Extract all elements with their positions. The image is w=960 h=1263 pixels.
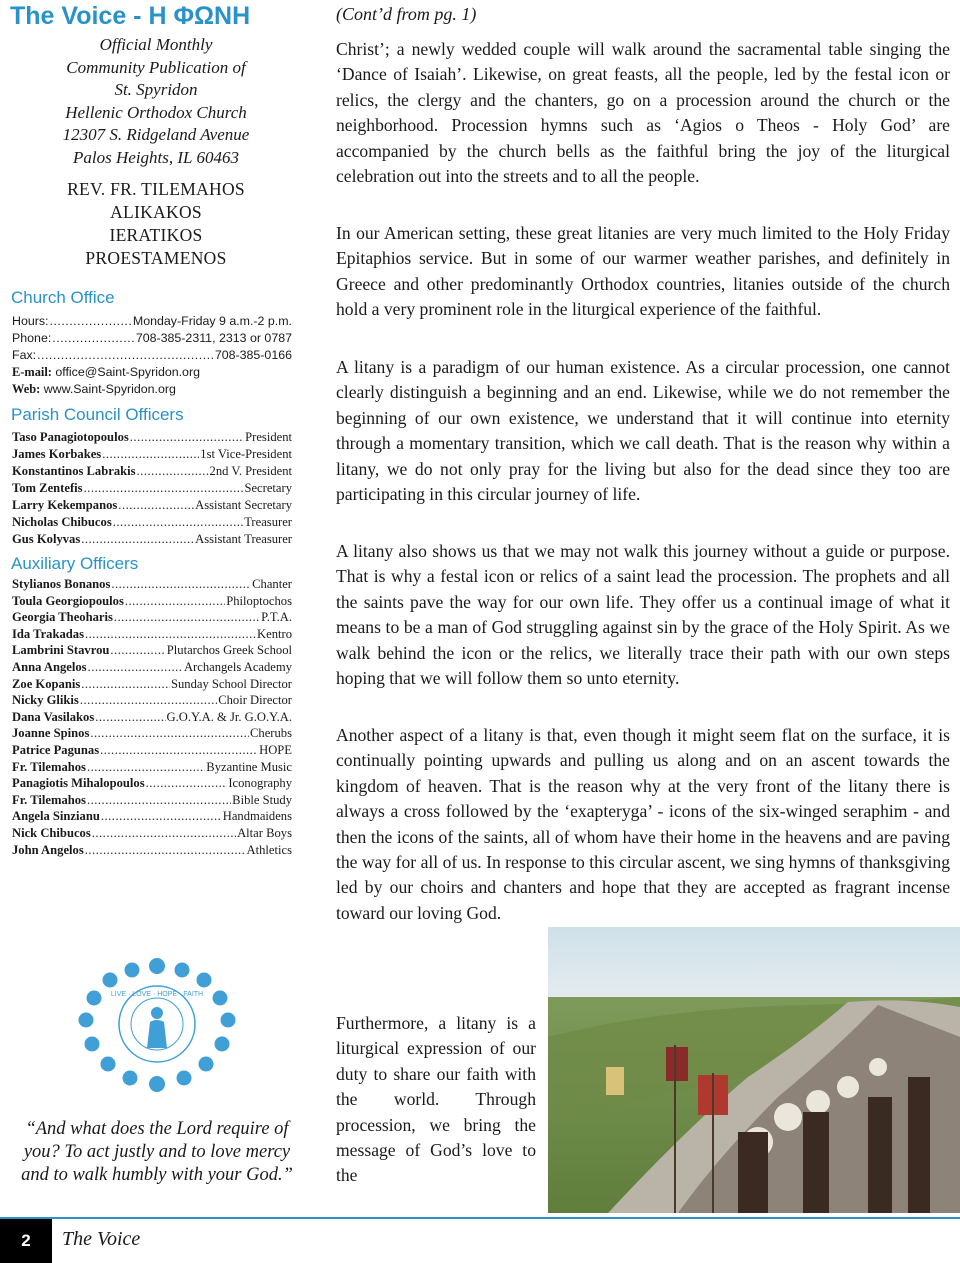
auxiliary-member-role: Byzantine Music xyxy=(206,759,292,774)
auxiliary-member-row xyxy=(12,692,292,709)
leader-dots xyxy=(52,330,135,347)
masthead-title: The Voice - Η ΦΩΝΗ xyxy=(10,2,251,30)
auxiliary-member-role: Sunday School Director xyxy=(170,676,292,691)
auxiliary-member-row xyxy=(12,626,292,643)
office-email-row xyxy=(12,364,292,381)
auxiliary-member-name: Fr. Tilemahos xyxy=(12,792,86,807)
auxiliary-member-name: John Angelos xyxy=(12,842,84,857)
council-member-role: Assistant Secretary xyxy=(195,498,292,512)
footer-rule xyxy=(0,1217,960,1219)
leader-dots xyxy=(118,497,194,514)
leader-dots xyxy=(81,676,170,693)
leader-dots xyxy=(101,808,222,825)
leader-dots xyxy=(125,593,225,610)
council-member-name: Gus Kolyvas xyxy=(12,532,81,546)
publication-info xyxy=(0,34,312,169)
leader-dots xyxy=(113,514,243,531)
leader-dots xyxy=(90,725,249,742)
auxiliary-member-row xyxy=(12,609,292,626)
leader-dots xyxy=(50,313,132,330)
publication-line: St. Spyridon xyxy=(114,80,198,99)
leader-dots xyxy=(88,659,183,676)
auxiliary-member-role: Choir Director xyxy=(218,693,292,708)
council-member-role: President xyxy=(245,430,292,444)
auxiliary-member-role: Iconography xyxy=(228,776,292,791)
article-paragraph: In our American setting, these great litanies are very much limited to the Holy Friday Epitaphios service. But in some of our warmer weather parishes, and definitely in Greece and other predominantly Orthodox countries, litanies outside of the church hold a very prominent role in the liturgical experience of the faithful. xyxy=(336,223,950,320)
auxiliary-member-name: Panagiotis Mihalopoulos xyxy=(12,776,145,791)
article-paragraph: A litany is a paradigm of our human existence. As a circular procession, one cannot clearly distinguish a beginning and an end. Likewise, while we do not remember the beginning of our own existence, we understand that it will continue into eternity through a momentary transition, which we call death. That is the reason why within a litany, we do not only pray for the living but also for the dead since they too are participating in this circular journey of life. xyxy=(336,357,950,505)
council-member-role: Secretary xyxy=(244,481,292,495)
leader-dots xyxy=(85,842,246,859)
auxiliary-member-role: Plutarchos Greek School xyxy=(166,643,292,658)
office-phone-row xyxy=(12,330,292,347)
auxiliary-member-role: Philoptochos xyxy=(226,593,292,608)
council-member-row xyxy=(12,463,292,480)
council-member-name: Larry Kekempanos xyxy=(12,498,118,512)
publication-line: Official Monthly xyxy=(99,35,213,54)
leader-dots xyxy=(87,759,205,776)
auxiliary-member-row xyxy=(12,742,292,759)
auxiliary-member-name: Angela Sinzianu xyxy=(12,809,100,824)
fax-label: Fax: xyxy=(12,348,37,362)
auxiliary-member-role: G.O.Y.A. & Jr. G.O.Y.A. xyxy=(166,709,292,724)
council-member-name: Taso Panagiotopoulos xyxy=(12,430,129,444)
leader-dots xyxy=(85,626,256,643)
auxiliary-member-role: HOPE xyxy=(259,743,292,757)
email-label: E-mail: xyxy=(12,365,52,379)
article-paragraph: A litany also shows us that we may not walk this journey without a guide or purpose. That is why a festal icon or relics of a saint lead the procession. The prophets and all the saints pave the way for our own life. They offer us a continual image of what it means to be a man of God struggling against sin by the grace of the Holy Spirit. As we walk behind the icon or the relics, we literally trace their path with our own steps hoping that we will follow them so unto eternity. xyxy=(336,541,950,689)
auxiliary-member-role: Handmaidens xyxy=(222,809,292,824)
leader-dots xyxy=(110,642,165,659)
auxiliary-member-name: Dana Vasilakos xyxy=(12,709,95,724)
council-member-row xyxy=(12,531,292,548)
auxiliary-member-row xyxy=(12,792,292,809)
office-hours-row xyxy=(12,313,292,330)
phone-value: 708-385-2311, 2313 or 0787 xyxy=(135,331,292,345)
auxiliary-member-name: Toula Georgiopoulos xyxy=(12,593,124,608)
leader-dots xyxy=(102,446,199,463)
sidebar xyxy=(0,0,312,1210)
auxiliary-member-role: Athletics xyxy=(246,842,292,857)
pastor-line: PROESTAMENOS xyxy=(85,248,227,268)
church-emblem xyxy=(62,958,252,1098)
auxiliary-member-row xyxy=(12,808,292,825)
auxiliary-member-name: Nicky Glikis xyxy=(12,693,79,708)
auxiliary-member-row xyxy=(12,642,292,659)
auxiliary-member-role: Bible Study xyxy=(232,792,292,807)
office-fax-row xyxy=(12,347,292,364)
publication-line: Palos Heights, IL 60463 xyxy=(73,147,239,167)
auxiliary-member-name: Nick Chibucos xyxy=(12,826,91,840)
leader-dots xyxy=(111,576,251,593)
auxiliary-member-name: Ida Trakadas xyxy=(12,626,84,641)
leader-dots xyxy=(130,429,244,446)
pastor-info xyxy=(0,178,312,270)
saint-figure-icon xyxy=(147,1007,167,1048)
auxiliary-member-name: Joanne Spinos xyxy=(12,726,90,741)
leader-dots xyxy=(95,709,165,726)
web-label: Web: xyxy=(12,382,41,396)
leader-dots xyxy=(114,609,260,626)
council-member-role: 2nd V. President xyxy=(209,464,292,478)
auxiliary-member-name: Georgia Theoharis xyxy=(12,610,113,625)
council-member-role: Assistant Treasurer xyxy=(195,532,292,546)
auxiliary-member-row xyxy=(12,842,292,859)
council-member-role: Treasurer xyxy=(244,515,292,529)
auxiliary-member-row xyxy=(12,576,292,593)
footer-title: The Voice xyxy=(62,1228,141,1250)
pastor-line: ALIKAKOS xyxy=(110,202,202,222)
procession-photo xyxy=(548,927,960,1213)
auxiliary-member-name: Lambrini Stavrou xyxy=(12,643,110,658)
auxiliary-member-role: Cherubs xyxy=(250,726,292,741)
council-member-role: 1st Vice-President xyxy=(200,447,292,461)
auxiliary-member-name: Zoe Kopanis xyxy=(12,676,81,691)
leader-dots xyxy=(81,531,194,548)
auxiliary-member-row xyxy=(12,775,292,792)
leader-dots xyxy=(84,480,244,497)
office-web-row xyxy=(12,381,292,398)
auxiliary-member-role: Archangels Academy xyxy=(183,660,292,674)
auxiliary-member-row xyxy=(12,593,292,610)
auxiliary-member-name: Anna Angelos xyxy=(12,660,87,674)
church-office-heading: Church Office xyxy=(11,288,115,307)
council-member-name: Konstantinos Labrakis xyxy=(12,464,136,478)
leader-dots xyxy=(146,775,228,792)
article-paragraph: Furthermore, a litany is a liturgical expression of our duty to share our faith with the world. Through procession, we bring the message of God’s love to the xyxy=(336,1013,536,1186)
leader-dots xyxy=(80,692,217,709)
auxiliary-member-row xyxy=(12,659,292,676)
council-member-row xyxy=(12,429,292,446)
auxiliary-member-role: Chanter xyxy=(252,577,292,591)
scripture-verse: “And what does the Lord require of you? To act justly and to love mercy and to walk humbly with your God.” xyxy=(21,1119,293,1185)
auxiliary-member-row xyxy=(12,825,292,842)
leader-dots xyxy=(37,347,214,364)
pastor-line: REV. FR. TILEMAHOS xyxy=(67,179,245,199)
leader-dots xyxy=(87,792,231,809)
parish-council-heading: Parish Council Officers xyxy=(11,405,184,424)
auxiliary-member-row xyxy=(12,676,292,693)
phone-label: Phone: xyxy=(12,331,52,345)
council-member-name: James Korbakes xyxy=(12,447,102,461)
council-member-row xyxy=(12,480,292,497)
leader-dots xyxy=(100,742,258,759)
auxiliary-member-name: Fr. Tilemahos xyxy=(12,759,86,774)
hours-label: Hours: xyxy=(12,314,49,328)
auxiliary-member-name: Stylianos Bonanos xyxy=(12,577,111,591)
auxiliary-member-role: Kentro xyxy=(257,626,292,641)
hours-value: Monday-Friday 9 a.m.-2 p.m. xyxy=(132,314,292,328)
council-member-row xyxy=(12,497,292,514)
leader-dots xyxy=(92,825,236,842)
publication-line: 12307 S. Ridgeland Avenue xyxy=(62,125,250,144)
auxiliary-member-role: Altar Boys xyxy=(237,826,292,840)
auxiliary-member-row xyxy=(12,709,292,726)
web-link[interactable]: www.Saint-Spyridon.org xyxy=(43,382,176,396)
council-member-name: Tom Zentefis xyxy=(12,481,83,495)
continued-note: (Cont’d from pg. 1) xyxy=(336,4,477,24)
article-paragraph: Christ’; a newly wedded couple will walk around the sacramental table singing the ‘Dance of Isaiah’. Likewise, on great feasts, all the people, led by the festal icon or relics, the clergy and the chanters, go on a procession around the church or the neighborhood. Procession hymns such as ‘Agios o Theos - Holy God’ are accompanied by the church bells as the faithful bring the joy of the liturgical celebration out into the streets and to all the people. xyxy=(336,39,950,187)
council-member-row xyxy=(12,446,292,463)
leader-dots xyxy=(137,463,209,480)
auxiliary-member-role: P.T.A. xyxy=(261,610,292,625)
auxiliary-member-row xyxy=(12,759,292,776)
publication-line: Community Publication of xyxy=(66,57,246,77)
article-paragraph: Another aspect of a litany is that, even though it might seem flat on the surface, it is continually pointing upwards and pulling us along and on an ascent towards the kingdom of heaven. That is the reason why at the very front of the litany there is always a cross followed by the ‘exapteryga’ - icons of the six-winged seraphim - and then the icons of the saints, all of whom have their home in the heavens and are paving the way for all of us. In response to this circular ascent, we sing hymns of thanksgiving led by our choirs and chanters and hope that they are accepted as fragrant incense toward our loving God. xyxy=(336,725,950,923)
email-link[interactable]: office@Saint-Spyridon.org xyxy=(55,365,200,379)
pastor-line: IERATIKOS xyxy=(109,225,203,245)
council-member-name: Nicholas Chibucos xyxy=(12,515,112,529)
publication-line: Hellenic Orthodox Church xyxy=(65,102,247,122)
auxiliary-member-name: Patrice Pagunas xyxy=(12,743,100,757)
emblem-ring-text: LIVE · LOVE · HOPE · FAITH xyxy=(110,991,204,998)
council-member-row xyxy=(12,514,292,531)
page-number: 2 xyxy=(0,1219,52,1263)
auxiliary-member-row xyxy=(12,725,292,742)
fax-value: 708-385-0166 xyxy=(214,348,292,362)
auxiliary-heading: Auxiliary Officers xyxy=(11,554,139,573)
